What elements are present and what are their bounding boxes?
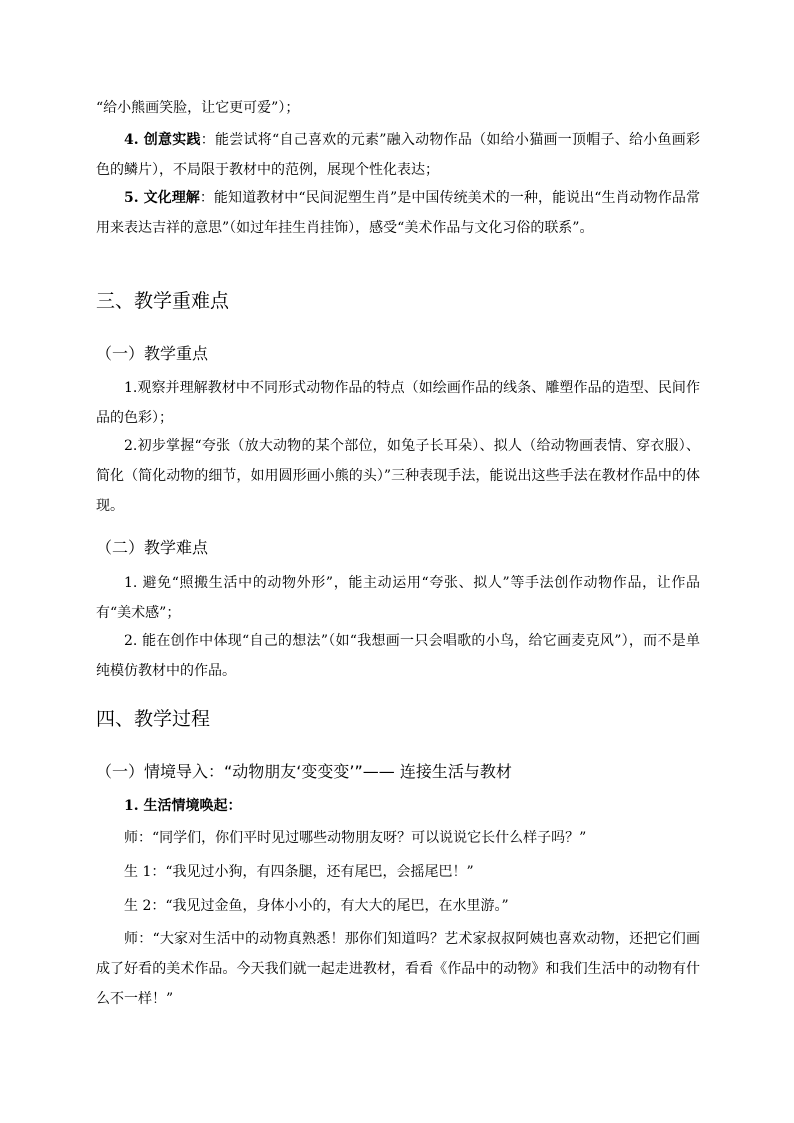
section-heading-teaching-process: 四、教学过程 — [96, 708, 211, 730]
difficulty-item: 1. 避免“照搬生活中的动物外形”，能主动运用“夸张、拟人”等手法创作动物作品，让作品有“美术感”； — [96, 575, 700, 621]
objective-label: 4. 创意实践 — [124, 132, 201, 148]
step-colon: ： — [227, 798, 242, 814]
subsection-heading-key-points: （一）教学重点 — [96, 344, 209, 363]
dialogue-line-teacher-closing: 师：“大家对生活中的动物真熟悉！那你们知道吗？艺术家叔叔阿姨也喜欢动物，还把它们画成了好看的美术作品。今天我们就一起走进教材，看看《作品中的动物》和我们生活中的动物有什么不一样！” — [96, 931, 700, 1007]
dialogue-line-teacher: 师：“同学们，你们平时见过哪些动物朋友呀？可以说说它长什么样子吗？” — [124, 830, 587, 846]
objective-text: ：能知道教材中“民间泥塑生肖”是中国传统美术的一种，能说出“生肖动物作品常用来表达吉祥的意思”（如过年挂生肖挂饰），感受“美术作品与文化习俗的联系”。 — [96, 190, 700, 236]
key-point-item: 2.初步掌握“夸张（放大动物的某个部位，如兔子长耳朵）、拟人（给动物画表情、穿衣服）、简化（简化动物的细节，如用圆形画小熊的头）”三种表现手法，能说出这些手法在教材作品中的体现。 — [96, 438, 700, 514]
section-heading-key-difficult-points: 三、教学重难点 — [96, 290, 230, 312]
objective-label: 5. 文化理解 — [124, 190, 200, 206]
step-heading — [96, 791, 700, 821]
dialogue-line-student-1: 生 1：“我见过小狗，有四条腿，还有尾巴，会摇尾巴！” — [124, 864, 474, 880]
paragraph-text: “给小熊画笑脸，让它更可爱”）； — [96, 100, 300, 116]
key-point-item: 1.观察并理解教材中不同形式动物作品的特点（如绘画作品的线条、雕塑作品的造型、民间作品的色彩）； — [96, 380, 700, 426]
objective-creative-practice — [96, 125, 700, 185]
subsection-heading-difficulties: （二）教学难点 — [96, 538, 209, 557]
objective-text: ：能尝试将“自己喜欢的元素”融入动物作品（如给小猫画一顶帽子、给小鱼画彩色的鳞片），不局限于教材中的范例，展现个性化表达； — [96, 132, 700, 178]
difficulty-item: 2. 能在创作中体现“自己的想法”（如“我想画一只会唱歌的小鸟，给它画麦克风”），而不是单纯模仿教材中的作品。 — [96, 633, 700, 679]
subsection-heading-situational-intro: （一）情境导入：“动物朋友‘变变变’”—— 连接生活与教材 — [96, 762, 512, 781]
step-label: 1. 生活情境唤起 — [124, 798, 228, 814]
objective-cultural-understanding — [96, 183, 700, 243]
paragraph-continuation — [96, 93, 700, 123]
dialogue-line-student-2: 生 2：“我见过金鱼，身体小小的，有大大的尾巴，在水里游。” — [124, 898, 509, 914]
